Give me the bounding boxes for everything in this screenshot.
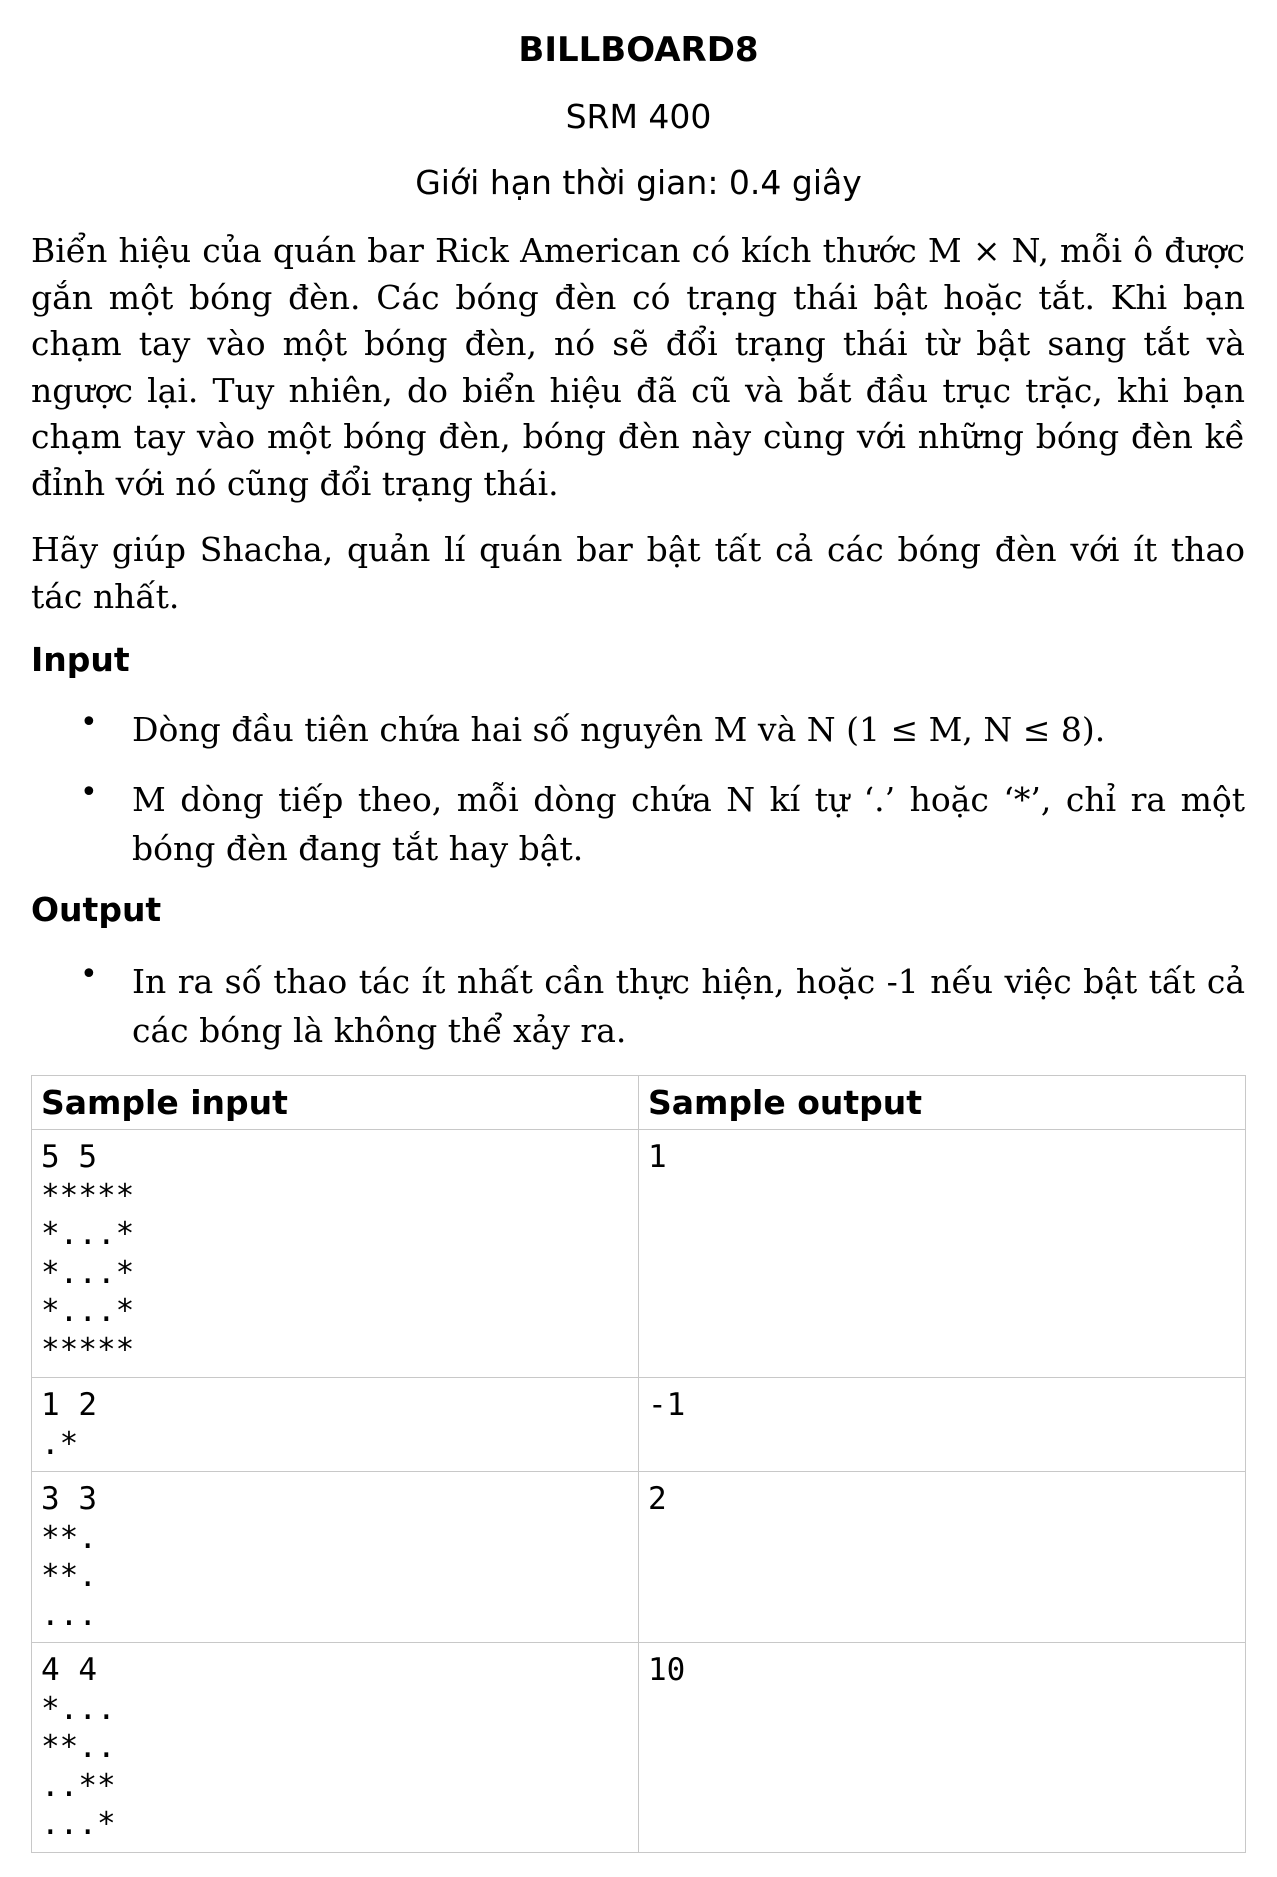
sample-input-header: Sample input [32,1076,639,1130]
sample-output-cell: 10 [639,1643,1246,1853]
sample-input-cell: 5 5 ***** *...* *...* *...* ***** [32,1130,639,1378]
bullet-icon: • [80,705,98,740]
contest-name: SRM 400 [565,97,712,136]
statement-paragraph: Biển hiệu của quán bar Rick American có kích thước M × N, mỗi ô được gắn một bóng đèn. Các bóng đèn có trạng thái bật hoặc tắt. Khi bạn chạm tay vào một bóng đèn, nó sẽ đổi trạng thái từ bật sang tắt và ngược lại. Tuy nhiên, do biển hiệu đã cũ và bắt đầu trục trặc, khi bạn chạm tay vào một bóng đèn, bóng đèn này cùng với những bóng đèn kề đỉnh với nó cũng đổi trạng thái. [31,231,1245,503]
table-header-row [32,1076,1246,1130]
table-row [32,1643,1246,1853]
sample-output-cell: -1 [639,1378,1246,1472]
output-heading: Output [31,890,162,929]
sample-input-cell: 1 2 .* [32,1378,639,1472]
input-item: M dòng tiếp theo, mỗi dòng chứa N kí tự ‘.’ hoặc ‘*’, chỉ ra một bóng đèn đang tắt hay bật. [132,780,1245,868]
table-row [32,1378,1246,1472]
input-item: Dòng đầu tiên chứa hai số nguyên M và N (1 ≤ M, N ≤ 8). [132,710,1106,749]
sample-output-header: Sample output [639,1076,1246,1130]
table-row [32,1130,1246,1378]
sample-input-cell: 4 4 *... **.. ..** ...* [32,1643,639,1853]
sample-output-cell: 1 [639,1130,1246,1378]
problem-title: BILLBOARD8 [518,30,759,70]
statement-paragraph: Hãy giúp Shacha, quản lí quán bar bật tất cả các bóng đèn với ít thao tác nhất. [31,530,1245,616]
samples-table [31,1075,1246,1853]
sample-input-cell: 3 3 **. **. ... [32,1472,639,1643]
input-heading: Input [31,640,130,679]
sample-output-cell: 2 [639,1472,1246,1643]
bullet-icon: • [80,957,98,992]
time-limit: Giới hạn thời gian: 0.4 giây [415,163,862,202]
table-row [32,1472,1246,1643]
bullet-icon: • [80,775,98,810]
output-item: In ra số thao tác ít nhất cần thực hiện, hoặc -1 nếu việc bật tất cả các bóng là không thể xảy ra. [132,962,1245,1050]
